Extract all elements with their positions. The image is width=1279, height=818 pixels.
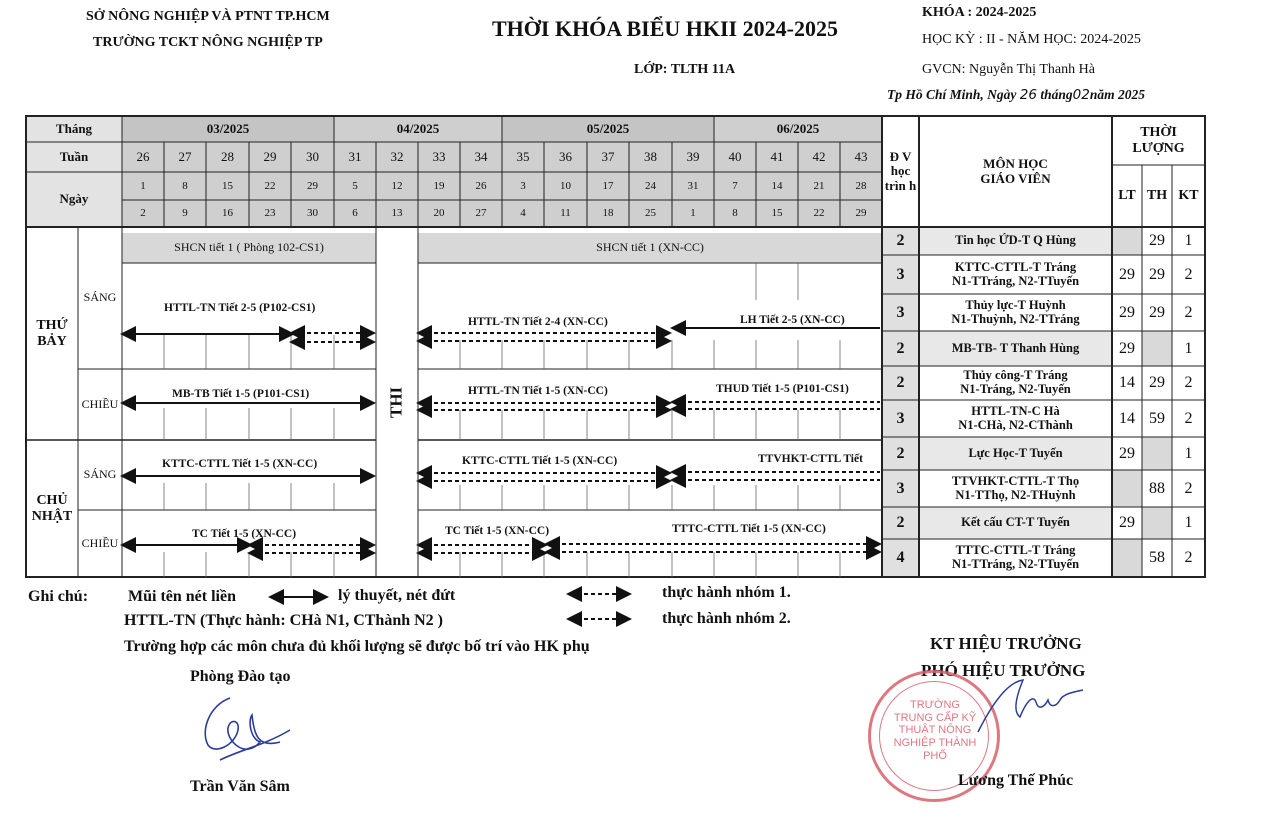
- week-number: 28: [221, 148, 234, 164]
- schedule-segment: THUD Tiết 1-5 (P101-CS1): [716, 383, 849, 395]
- week-number: 31: [348, 148, 362, 164]
- schedule-segment: TC Tiết 1-5 (XN-CC): [192, 528, 297, 540]
- stamp-text: TRƯỜNG TRUNG CẤP KỸ THUẬT NÔNG NGHIỆP THÀNH PHỐ: [893, 699, 977, 762]
- week-number: 42: [812, 148, 826, 164]
- kt-count: 2: [1184, 303, 1193, 321]
- day-number: 26: [475, 179, 487, 192]
- day-number: 8: [182, 179, 188, 192]
- subject-line1: Thủy công-T Tráng: [963, 368, 1068, 383]
- schedule-segment: TTTC-CTTL Tiết 1-5 (XN-CC): [672, 523, 826, 535]
- day-number: 2: [140, 207, 146, 220]
- lt-header: LT: [1118, 188, 1136, 204]
- month-header: 04/2025: [396, 120, 440, 136]
- subject-name: [919, 227, 1112, 255]
- day-number: 29: [307, 179, 318, 192]
- lt-hours: 14: [1119, 374, 1135, 392]
- course-label: KHÓA : 2024-2025: [922, 5, 1037, 20]
- day-number: 8: [732, 207, 738, 220]
- lt-hours: 29: [1119, 303, 1135, 321]
- subject-name: [919, 294, 1112, 331]
- week-number: 32: [390, 148, 404, 164]
- schedule-segment: MB-TB Tiết 1-5 (P101-CS1): [172, 388, 310, 400]
- month-header: 03/2025: [206, 120, 250, 136]
- kt-count: 1: [1184, 232, 1193, 250]
- school-name: TRƯỜNG TCKT NÔNG NGHIỆP TP: [93, 35, 323, 50]
- day-number: 25: [645, 207, 656, 220]
- lt-hours: 14: [1119, 409, 1135, 427]
- lt-hours: 29: [1119, 514, 1135, 532]
- week-number: 39: [686, 148, 700, 164]
- month-header: 06/2025: [776, 120, 820, 136]
- kt-count: 2: [1184, 549, 1193, 567]
- th-header: TH: [1146, 188, 1168, 204]
- sunday-afternoon-label: CHIỀU: [81, 535, 119, 550]
- credit-units: 2: [896, 514, 905, 532]
- kt-count: 2: [1184, 409, 1193, 427]
- credit-units: 2: [896, 339, 905, 357]
- week-number: 41: [770, 148, 784, 164]
- credit-unit-header: Đ V học trìn h: [884, 149, 917, 193]
- week-number: 27: [178, 148, 192, 164]
- day-number: 23: [264, 207, 276, 220]
- week-number: 34: [474, 148, 488, 164]
- week-number: 36: [559, 148, 572, 164]
- subject-name: [919, 470, 1112, 507]
- credit-units: 3: [896, 479, 905, 497]
- notes-label: Ghi chú:: [28, 588, 89, 605]
- day-number: 16: [222, 207, 233, 220]
- subject-name: [919, 331, 1112, 366]
- homeroom-segment: SHCN tiết 1 (XN-CC): [596, 240, 704, 255]
- day-number: 24: [645, 179, 656, 192]
- date-year: năm 2025: [1089, 87, 1145, 102]
- day-number: 31: [687, 179, 699, 192]
- day-number: 17: [602, 179, 614, 192]
- month-row-label: Tháng: [55, 120, 93, 136]
- signature-right: [968, 672, 1088, 742]
- day-number: 22: [264, 179, 276, 192]
- subject-line1: MB-TB- T Thanh Hùng: [951, 340, 1080, 355]
- saturday-label: THỨ BẢY: [36, 318, 68, 349]
- department-name: SỞ NÔNG NGHIỆP VÀ PTNT TP.HCM: [86, 9, 330, 24]
- day-number: 19: [433, 179, 445, 192]
- credit-units: 2: [896, 374, 905, 392]
- date-day: 26: [1019, 87, 1037, 103]
- day-number: 1: [140, 179, 146, 192]
- day-number: 30: [307, 207, 318, 220]
- subject-line1: Thủy lực-T Huỳnh: [965, 297, 1066, 312]
- day-number: 14: [771, 179, 783, 192]
- notes-practice-teachers: HTTL-TN (Thực hành: CHà N1, CThành N2 ): [124, 612, 443, 629]
- date-prefix: Tp Hồ Chí Minh, Ngày: [887, 87, 1017, 102]
- subject-name: [919, 400, 1112, 437]
- credit-units: 2: [896, 444, 905, 462]
- day-number: 11: [560, 207, 571, 220]
- lt-hours: [1112, 227, 1142, 255]
- notes-solid-arrow-text: Mũi tên nét liền: [128, 588, 236, 605]
- week-number: 29: [263, 148, 277, 164]
- subject-line2: N1-TTráng, N2-TTuyến: [951, 557, 1080, 571]
- credit-units: 2: [896, 232, 905, 250]
- day-number: 22: [813, 207, 825, 220]
- training-office-title: Phòng Đào tạo: [190, 668, 291, 685]
- subject-line1: Tin học ỨD-T Q Hùng: [955, 233, 1076, 248]
- schedule-segment: TC Tiết 1-5 (XN-CC): [445, 525, 550, 537]
- th-hours: [1142, 507, 1172, 539]
- saturday-morning-label: SÁNG: [83, 290, 117, 305]
- day-number: 3: [520, 179, 526, 192]
- sunday-morning-label: SÁNG: [83, 467, 117, 482]
- kt-header: KT: [1178, 188, 1199, 204]
- subject-name: [919, 437, 1112, 470]
- th-hours: [1142, 331, 1172, 366]
- homeroom-segment: SHCN tiết 1 ( Phòng 102-CS1): [174, 240, 324, 255]
- th-hours: 29: [1149, 303, 1165, 321]
- signature-left: [190, 690, 300, 770]
- week-number: 30: [306, 148, 319, 164]
- semester-label: HỌC KỲ : II - NĂM HỌC: 2024-2025: [922, 32, 1141, 47]
- subject-header-line1: MÔN HỌC: [983, 156, 1048, 172]
- th-hours: 59: [1149, 409, 1165, 427]
- lt-hours: 29: [1119, 444, 1135, 462]
- subject-line2: N1-Thuỳnh, N2-TTráng: [951, 311, 1080, 326]
- day-number: 9: [182, 207, 188, 220]
- kt-count: 1: [1184, 339, 1193, 357]
- week-number: 40: [728, 148, 742, 164]
- lt-hours: [1112, 470, 1142, 507]
- notes-remark: Trường hợp các môn chưa đủ khối lượng sẽ được bố trí vào HK phụ: [124, 638, 590, 655]
- day-number: 15: [771, 207, 783, 220]
- page-title: THỜI KHÓA BIỂU HKII 2024-2025: [492, 16, 838, 41]
- th-hours: 29: [1149, 374, 1165, 392]
- day-number: 27: [475, 207, 487, 220]
- subject-name: [919, 255, 1112, 294]
- kt-count: 2: [1184, 374, 1193, 392]
- week-row-label: Tuần: [59, 148, 89, 164]
- principal-title-2: PHÓ HIỆU TRƯỞNG: [921, 661, 1086, 680]
- schedule-segment: TTVHKT-CTTL Tiết: [758, 453, 863, 465]
- day-number: 21: [813, 179, 825, 192]
- subject-line2: N1-CHà, N2-CThành: [958, 417, 1073, 432]
- kt-count: 1: [1184, 514, 1193, 532]
- day-number: 15: [222, 179, 233, 192]
- subject-name: [919, 507, 1112, 539]
- lt-hours: [1112, 539, 1142, 577]
- th-hours: 88: [1149, 479, 1165, 497]
- th-hours: 29: [1149, 232, 1165, 250]
- week-number: 26: [136, 148, 150, 164]
- day-number: 12: [391, 179, 403, 192]
- schedule-segment: HTTL-TN Tiết 2-4 (XN-CC): [468, 316, 608, 328]
- day-number: 28: [855, 179, 867, 192]
- th-hours: 29: [1149, 265, 1165, 283]
- subject-line1: TTVHKT-CTTL-T Thọ: [951, 473, 1080, 488]
- subject-name: [919, 539, 1112, 577]
- notes-group1: thực hành nhóm 1.: [662, 584, 791, 601]
- duration-header: THỜI LƯỢNG: [1132, 125, 1185, 156]
- credit-units: 4: [896, 549, 905, 567]
- notes-dashed-arrow-text: lý thuyết, nét đứt: [338, 587, 456, 604]
- day-number: 5: [352, 179, 358, 192]
- day-number: 13: [391, 207, 403, 220]
- schedule-segment: HTTL-TN Tiết 1-5 (XN-CC): [468, 385, 608, 397]
- notes-group2: thực hành nhóm 2.: [662, 610, 791, 627]
- day-number: 4: [520, 207, 526, 220]
- training-office-signer: Trần Văn Sâm: [190, 778, 290, 795]
- day-number: 20: [433, 207, 445, 220]
- week-number: 33: [432, 148, 446, 164]
- day-number: 1: [690, 207, 696, 220]
- month-header: 05/2025: [586, 120, 630, 136]
- subject-line1: Lực Học-T Tuyến: [968, 445, 1063, 460]
- principal-title-1: KT HIỆU TRƯỞNG: [930, 634, 1082, 653]
- date-month: 02: [1072, 87, 1090, 103]
- lt-hours: 29: [1119, 265, 1135, 283]
- schedule-segment: KTTC-CTTL Tiết 1-5 (XN-CC): [462, 455, 618, 467]
- day-number: 6: [352, 207, 358, 220]
- credit-units: 3: [896, 303, 905, 321]
- th-hours: 58: [1149, 549, 1165, 567]
- exam-column-label: THI: [386, 386, 406, 418]
- subject-line1: TTTC-CTTL-T Tráng: [955, 543, 1076, 558]
- day-row-label: Ngày: [59, 191, 89, 207]
- subject-line1: Kết cấu CT-T Tuyến: [961, 515, 1070, 530]
- vice-principal-name: Lương Thế Phúc: [958, 772, 1074, 789]
- week-number: 35: [516, 148, 530, 164]
- kt-count: 1: [1184, 444, 1193, 462]
- schedule-segment: KTTC-CTTL Tiết 1-5 (XN-CC): [162, 458, 318, 470]
- subject-line1: HTTL-TN-C Hà: [971, 403, 1060, 418]
- saturday-afternoon-label: CHIỀU: [81, 396, 119, 411]
- subject-line2: N1-TTráng, N2-TTuyến: [951, 273, 1080, 288]
- date-month-label: tháng: [1040, 87, 1073, 102]
- th-hours: [1142, 437, 1172, 470]
- subject-line2: N1-TThọ, N2-THuỳnh: [955, 487, 1076, 502]
- subject-name: [919, 366, 1112, 400]
- week-number: 43: [854, 148, 868, 164]
- week-number: 38: [644, 148, 657, 164]
- credit-units: 3: [896, 265, 905, 283]
- homeroom-teacher: GVCN: Nguyễn Thị Thanh Hà: [922, 62, 1095, 77]
- day-number: 10: [560, 179, 571, 192]
- sunday-label: CHỦ NHẬT: [31, 493, 73, 524]
- day-number: 29: [855, 207, 867, 220]
- week-number: 37: [601, 148, 615, 164]
- class-label: LỚP: TLTH 11A: [634, 62, 736, 77]
- subject-line2: N1-Tráng, N2-Tuyến: [960, 382, 1071, 396]
- day-number: 7: [732, 179, 738, 192]
- day-number: 18: [602, 207, 614, 220]
- schedule-segment: LH Tiết 2-5 (XN-CC): [740, 314, 845, 326]
- kt-count: 2: [1184, 479, 1193, 497]
- schedule-segment: HTTL-TN Tiết 2-5 (P102-CS1): [164, 302, 316, 314]
- lt-hours: 29: [1119, 339, 1135, 357]
- kt-count: 2: [1184, 265, 1193, 283]
- credit-units: 3: [896, 409, 905, 427]
- subject-header-line2: GIÁO VIÊN: [980, 170, 1051, 186]
- subject-line1: KTTC-CTTL-T Tráng: [954, 259, 1077, 274]
- subject-header: [919, 116, 1112, 227]
